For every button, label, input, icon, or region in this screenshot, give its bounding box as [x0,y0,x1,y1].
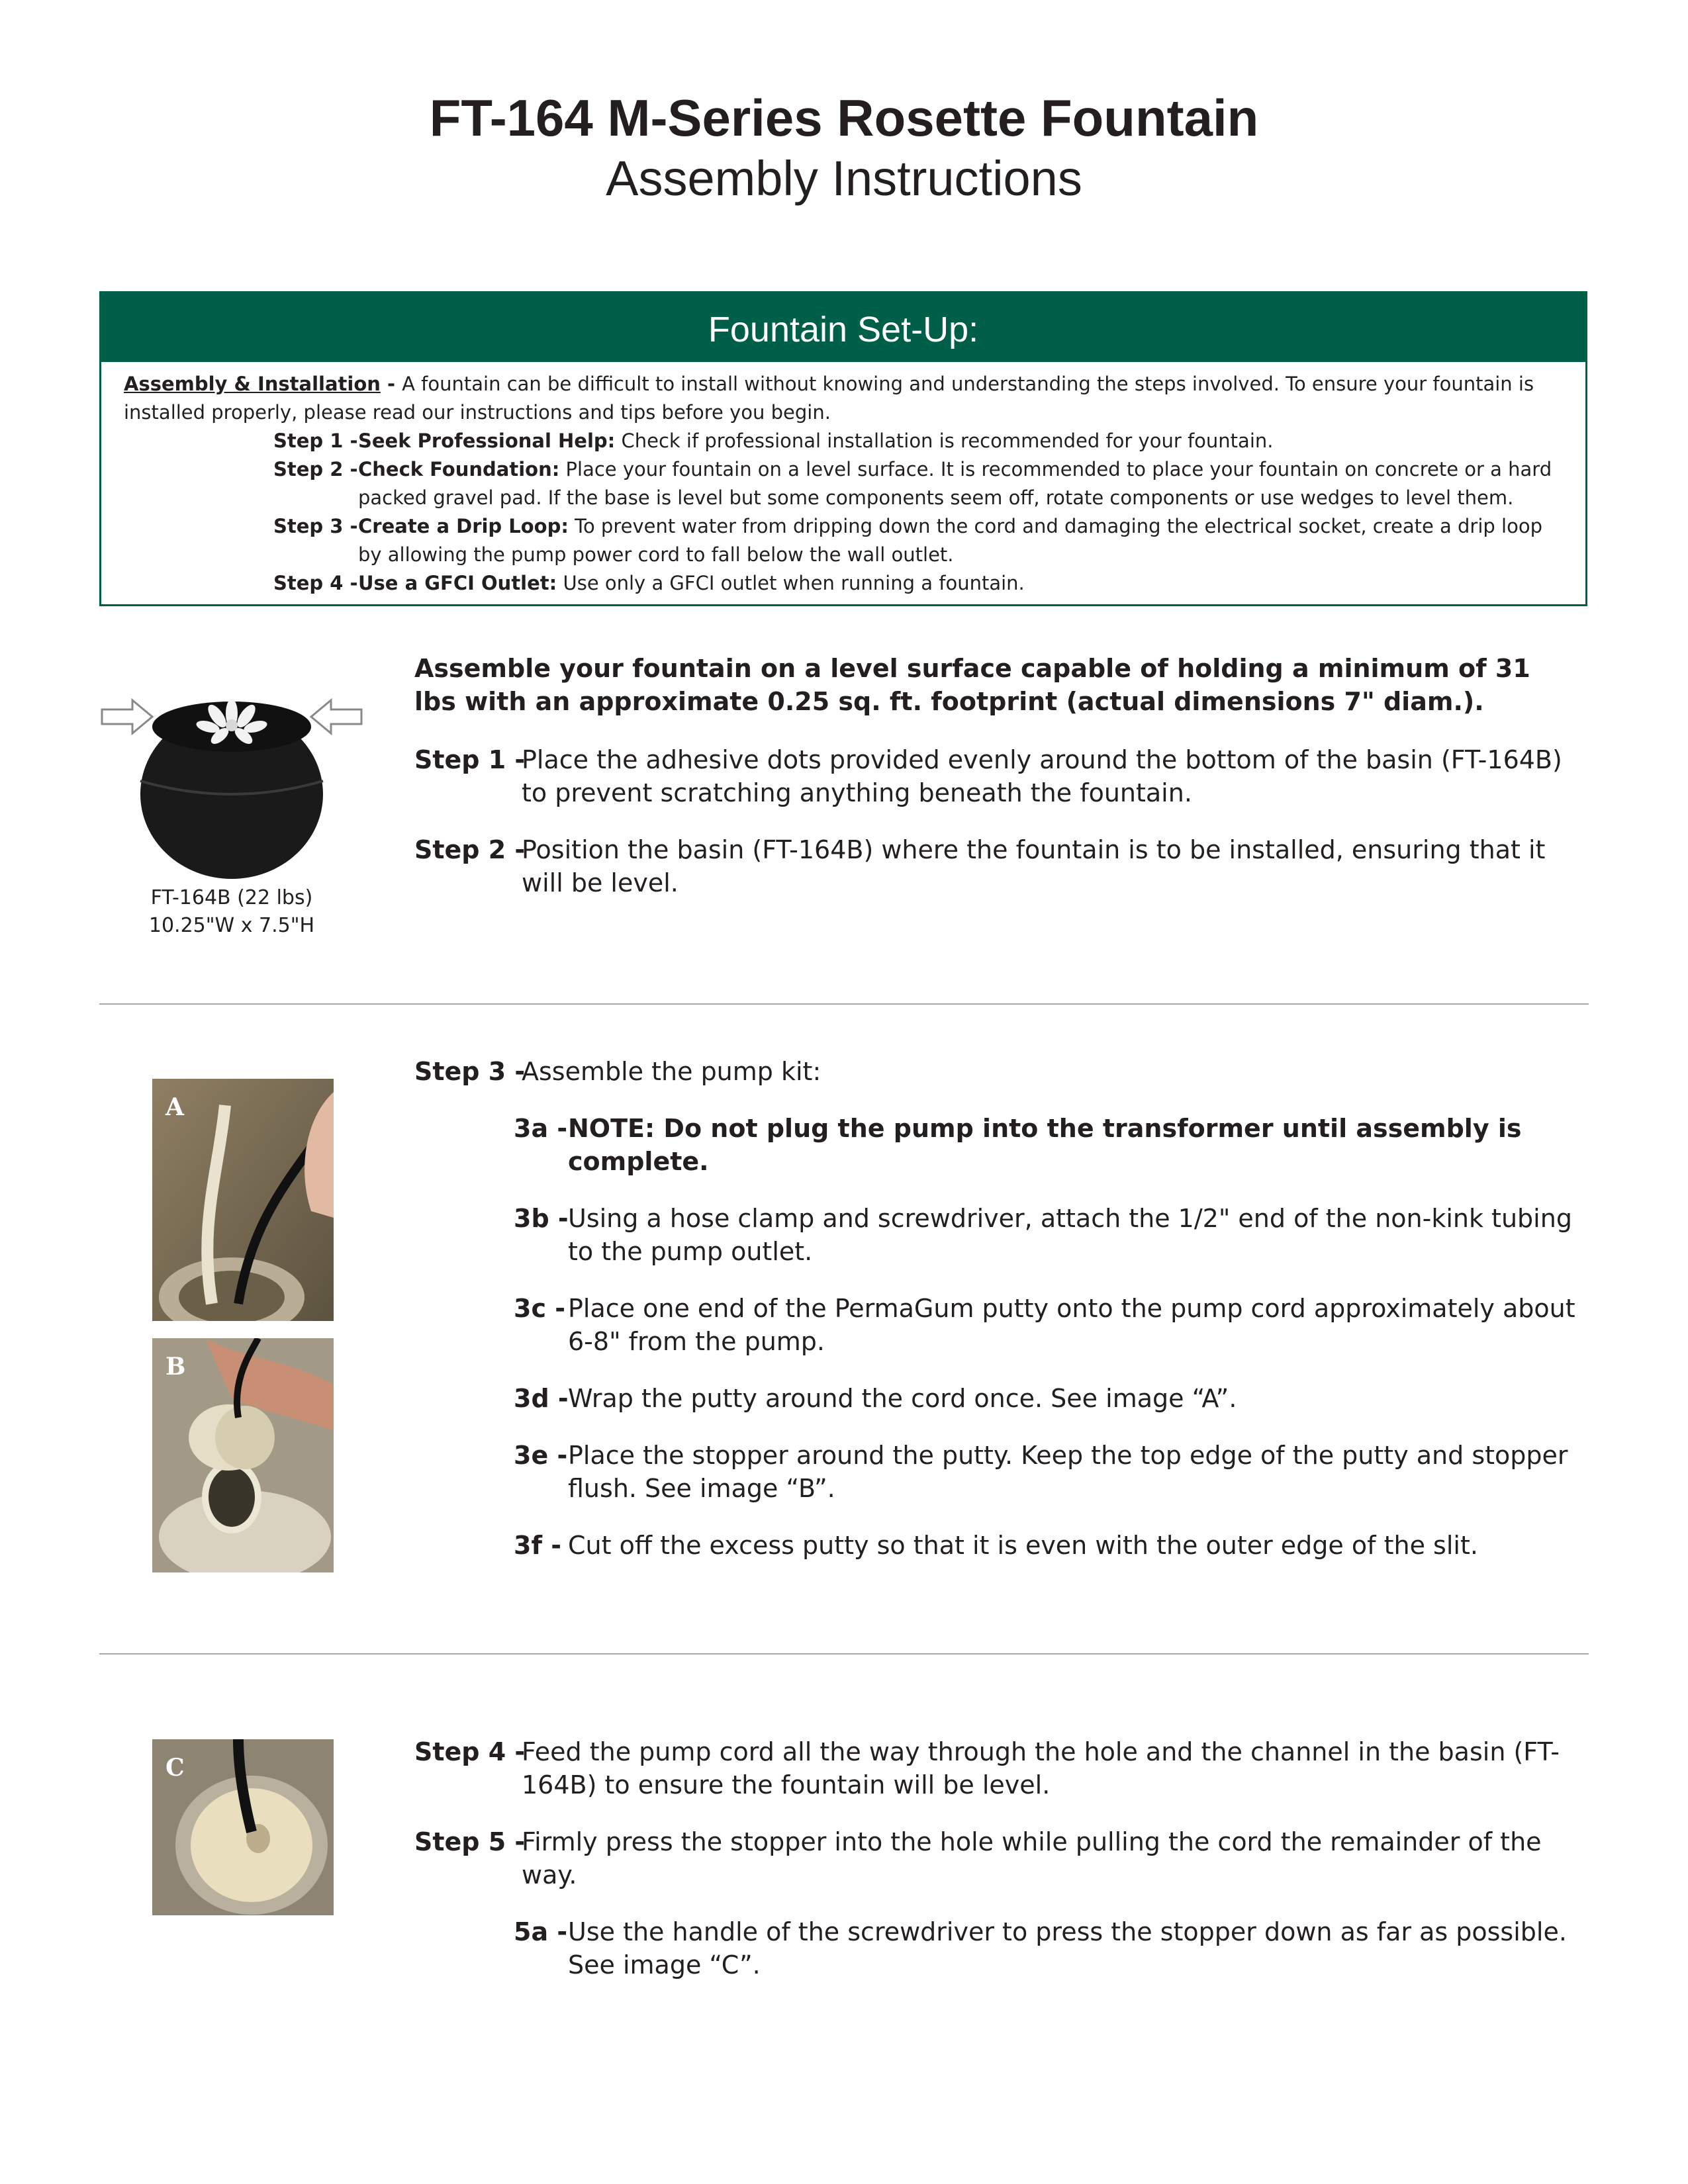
setup-body [124,370,1567,598]
photo-b-label: B [165,1353,186,1381]
basin-illustration [99,682,364,880]
setup-step: Step 3 - Create a Drip Loop: To prevent water from dripping down the cord and damaging the electrical socket, create a drip loop by allowing the pump power cord to fall below the wall outlet. [273,515,1542,566]
section1-step: Step 1 - Place the adhesive dots provided evenly around the bottom of the basin (FT-164B) to prevent scratching anything beneath the fountain. [414,745,1562,807]
setup-step: Step 1 - Seek Professional Help: Check if professional installation is recommended for your fountain. [273,430,1274,452]
page-subtitle: Assembly Instructions [606,151,1082,206]
section3-step: Step 5 - Firmly press the stopper into the hole while pulling the cord the remainder of the way. [414,1827,1542,1889]
section1-intro: Assemble your fountain on a level surface capable of holding a minimum of 31 lbs with an approximate 0.25 sq. ft. footprint (actual dimensions 7" diam.). [414,654,1530,716]
setup-heading: Fountain Set-Up: [101,293,1585,362]
substep: 3e - Place the stopper around the putty. Keep the top edge of the putty and stopper flush. See image “B”. [514,1441,1568,1503]
photo-c-label: C [165,1754,185,1782]
substep: 3a - NOTE: Do not plug the pump into the transformer until assembly is complete. [514,1114,1522,1176]
photo-b [152,1338,334,1572]
photo-a-label: A [165,1093,184,1121]
section3-step: Step 4 - Feed the pump cord all the way through the hole and the channel in the basin (FT-164B) to ensure the fountain will be level. [414,1737,1560,1799]
setup-step: Step 2 - Check Foundation: Place your fountain on a level surface. It is recommended to place your fountain on concrete or a hard packed gravel pad. If the base is level but some components seem off, rotate components or use wedges to level them. [273,458,1552,509]
substep: 3d - Wrap the putty around the cord once. See image “A”. [514,1384,1237,1413]
basin-caption-line-2: 10.25"W x 7.5"H [148,914,315,937]
setup-intro-separator: - [380,373,402,395]
setup-panel [99,291,1587,606]
page-title: FT-164 M-Series Rosette Fountain [429,89,1259,147]
fountain-basin-icon [99,682,364,880]
substep: 3f - Cut off the excess putty so that it is even with the outer edge of the slit. [514,1531,1478,1560]
section3 [414,1735,1593,1981]
setup-intro [124,370,1567,427]
substep: 5a - Use the handle of the screwdriver to press the stopper down as far as possible. See image “C”. [514,1917,1567,1979]
section2-step: Step 3 - Assemble the pump kit: [414,1057,821,1086]
substep: 3b - Using a hose clamp and screwdriver, attach the 1/2" end of the non-kink tubing to the pump outlet. [514,1204,1572,1266]
section-divider [99,1653,1589,1655]
photo-c [152,1739,334,1915]
photo-a [152,1079,334,1321]
substep: 3c - Place one end of the PermaGum putty onto the pump cord approximately about 6-8" from the pump. [514,1294,1575,1356]
setup-step: Step 4 - Use a GFCI Outlet: Use only a GFCI outlet when running a fountain. [273,572,1025,594]
basin-caption-line-1: FT-164B (22 lbs) [150,886,313,909]
section-divider [99,1003,1589,1005]
section1-step: Step 2 - Position the basin (FT-164B) where the fountain is to be installed, ensuring that it will be level. [414,835,1546,897]
section1 [414,652,1579,899]
setup-intro-text: A fountain can be difficult to install without knowing and understanding the steps involved. To ensure your fountain is installed properly, please read our instructions and tips before you begin. [124,373,1534,424]
section2 [414,1055,1593,1562]
setup-intro-label: Assembly & Installation [124,373,381,395]
